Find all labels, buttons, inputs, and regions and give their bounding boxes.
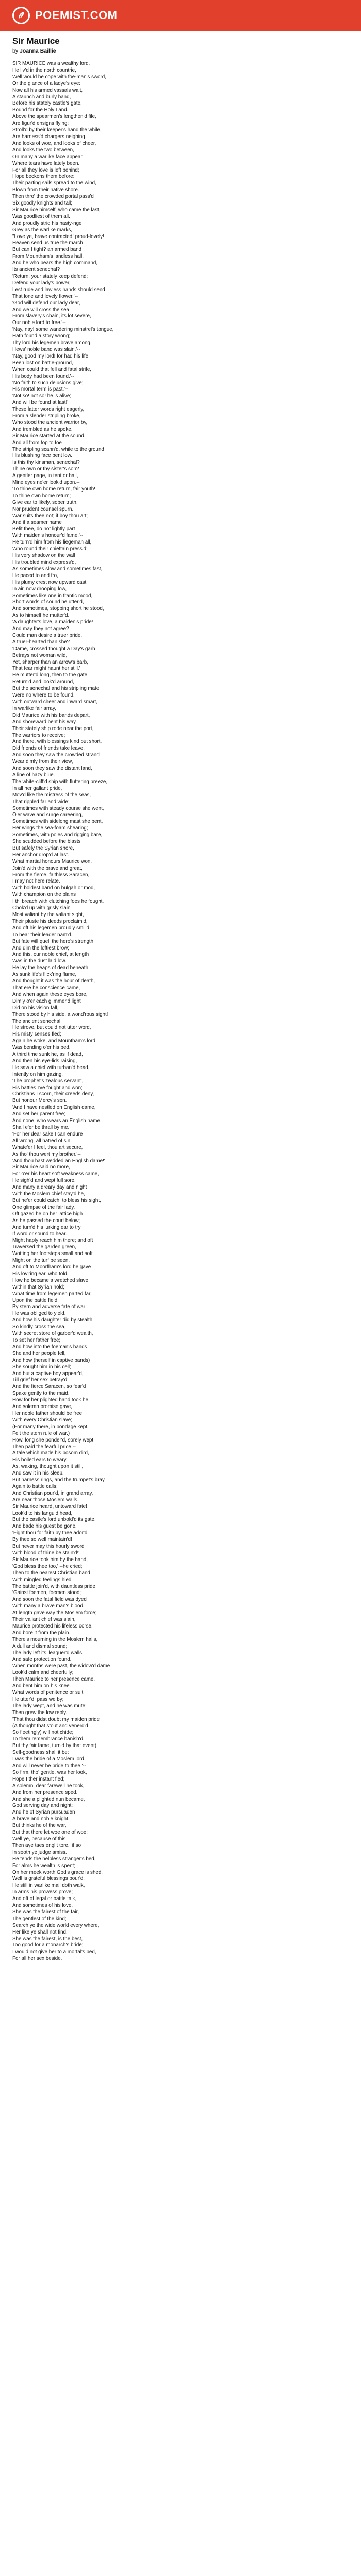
poem-line: That lone and lovely flower.'-- bbox=[12, 293, 78, 299]
poem-line: 'That thou didst doubt my maiden pride bbox=[12, 1716, 100, 1722]
poem-line: And if a seamer name bbox=[12, 519, 62, 526]
poem-line: Or the glance of a ladye's eye: bbox=[12, 80, 81, 87]
poem-line: And looks of woe, and looks of cheer, bbox=[12, 140, 96, 146]
poem-line: And he of Syrian pursuaden bbox=[12, 1809, 75, 1816]
poem-line: He mutter'd long, then to the gate, bbox=[12, 672, 89, 679]
poem-line: His plumy crest now upward cast bbox=[12, 579, 87, 585]
poem-line: Is this thy kinsman, senechal? bbox=[12, 460, 80, 466]
poem-line: As sometimes slow and sometimes fast, bbox=[12, 566, 103, 572]
poem-line: His very shadow on the wall bbox=[12, 553, 75, 559]
poem-line: The stripling scann'd, while to the ground bbox=[12, 446, 104, 452]
poem-line: And all from top to toe bbox=[12, 439, 62, 446]
poem-line: And we will cross the sea, bbox=[12, 307, 71, 313]
poem-line: But thinks he of the war, bbox=[12, 1823, 67, 1829]
poem-line: Her wings the sea-foam shearing; bbox=[12, 825, 88, 832]
poem-line: Bound for the Holy Land. bbox=[12, 107, 69, 113]
poem-line: But the senechal and his stripling mate bbox=[12, 686, 100, 692]
poem-line: On her meek worth God's grace is shed, bbox=[12, 1869, 103, 1875]
poem-line: The lady left its 'leaguer'd walls, bbox=[12, 1650, 84, 1656]
poem-line: By thee so well maintain'd! bbox=[12, 1537, 72, 1543]
site-logo[interactable] bbox=[12, 7, 118, 24]
poem-line: Traversed the garden green, bbox=[12, 1244, 76, 1250]
poem-line: Their valiant chief was slain, bbox=[12, 1617, 76, 1623]
poem-byline bbox=[12, 48, 349, 54]
poem-line: If word or sound to hear. bbox=[12, 1231, 67, 1237]
poem-line: She was the fairest, is the best, bbox=[12, 1936, 83, 1942]
poem-line: Upon the battle field, bbox=[12, 1297, 59, 1303]
poem-line: And she a plighted nun became, bbox=[12, 1796, 85, 1802]
poem-line: To them remembrance banish'd. bbox=[12, 1736, 85, 1742]
poem-line: For all her sex beside. bbox=[12, 1956, 62, 1962]
poem-line: Return'd and look'd around, bbox=[12, 679, 74, 685]
poem-line: His mortal term is past.'-- bbox=[12, 386, 69, 393]
poem-line: Her anchor drop'd at last. bbox=[12, 852, 69, 858]
poem-line: Mov'd like the mistress of the seas, bbox=[12, 792, 91, 798]
poem-line: What time from legemen parted far, bbox=[12, 1291, 92, 1297]
poem-line: As, waking, thought upon it still, bbox=[12, 1464, 84, 1470]
poem-line: Dimly o'er each glimmer'd light bbox=[12, 998, 81, 1004]
poem-line: Did Maurice with his bands depart, bbox=[12, 712, 90, 718]
poem-line: Well would he cope with foe-man's sword, bbox=[12, 74, 106, 80]
poem-line: But ne'er could catch, to bless his sight, bbox=[12, 1197, 101, 1204]
poem-line: She sought him in his cell; bbox=[12, 1364, 71, 1370]
poem-line: I may not here relate. bbox=[12, 878, 60, 885]
poem-line: Spake gently to the maid. bbox=[12, 1391, 70, 1397]
poem-line: 'A daughter's love, a maiden's pride! bbox=[12, 619, 93, 625]
poem-line: His blushing face bent low. bbox=[12, 453, 72, 459]
poem-line: Then thro' the crowded portal pass'd bbox=[12, 194, 94, 200]
site-name: POEMIST.COM bbox=[35, 9, 118, 22]
poem-line: And sometimes of his love. bbox=[12, 1903, 73, 1909]
poem-line: So kindly cross the sea, bbox=[12, 1324, 66, 1330]
poem-line: These latter words right eagerly, bbox=[12, 406, 85, 413]
poem-line: She was the fairest of the fair, bbox=[12, 1909, 79, 1915]
poem-line: Are figur'd ensigns flying; bbox=[12, 121, 69, 127]
poem-line: He turn'd him from his liegeman all, bbox=[12, 539, 92, 546]
poem-line: Sir Maurice himself, who came the last, bbox=[12, 207, 101, 213]
poem-line: Wear dimly from their view, bbox=[12, 759, 73, 765]
poem-line: He sigh'd and wept full sore. bbox=[12, 1178, 76, 1184]
poem-line: But that there let woe one of woe; bbox=[12, 1829, 88, 1836]
poem-line: His boiled ears to weary, bbox=[12, 1457, 68, 1463]
poem-line: 'Gainst foemen, foemen stood; bbox=[12, 1590, 81, 1596]
site-header bbox=[0, 0, 361, 31]
poem-line: With maiden's honour'd fame.'-- bbox=[12, 533, 84, 539]
poem-line: And sometimes, stopping short he stood, bbox=[12, 606, 104, 612]
poem-body bbox=[12, 61, 349, 1962]
poem-line: A line of hazy blue. bbox=[12, 772, 55, 778]
poem-line: A solemn, dear farewell he took, bbox=[12, 1783, 85, 1789]
poem-line: Blown from their native shore. bbox=[12, 187, 79, 193]
poem-line: And soon they saw the distant land, bbox=[12, 766, 92, 772]
poem-line: Self-goodness shall it be: bbox=[12, 1750, 69, 1756]
poem-line: Hope beckons them before: bbox=[12, 174, 75, 180]
poem-line: 'The prophet's zealous servant', bbox=[12, 1078, 84, 1084]
poem-line: And when again these eyes bore, bbox=[12, 991, 88, 997]
poem-line: I th' breach with clutching foes he fought, bbox=[12, 899, 104, 905]
poem-line: He utter'd, pass we by; bbox=[12, 1696, 64, 1702]
poem-line: And turn'd his lurking ear to try bbox=[12, 1224, 81, 1230]
poem-line: With champion on the plains bbox=[12, 892, 76, 898]
poem-line: A brave and noble knight. bbox=[12, 1816, 70, 1822]
poem-line: And dim the loftiest brow; bbox=[12, 945, 69, 951]
poem-line: He saw a chief with turban'd head, bbox=[12, 1064, 90, 1071]
poem-line: His body had been found.'-- bbox=[12, 373, 75, 379]
poem-line: The ancient senechal. bbox=[12, 1018, 62, 1024]
poem-line: Chok'd up with grisly slain. bbox=[12, 905, 72, 911]
poem-line: Too good for a monarch's bride; bbox=[12, 1942, 84, 1948]
poem-line: A truer-hearted than she? bbox=[12, 639, 70, 645]
poem-line: 'Return, your stately keep defend; bbox=[12, 274, 88, 279]
poem-line: From Mountham's landless hall, bbox=[12, 253, 84, 260]
poem-line: Its ancient senechal? bbox=[12, 267, 60, 273]
poem-line: But harness rings, and the trumpet's bray bbox=[12, 1477, 105, 1483]
poem-line: Give ear to likely, sober truth, bbox=[12, 499, 78, 505]
poem-line: Look'd to his languid head, bbox=[12, 1510, 73, 1516]
poem-line: Sometimes like one in frantic mood, bbox=[12, 592, 93, 599]
poem-line: In air, now drooping low, bbox=[12, 586, 67, 592]
poem-line: War suits thee not; if boy thou art; bbox=[12, 513, 88, 519]
poem-line: Hews' noble band was slain.'-- bbox=[12, 346, 80, 352]
poem-line: Well ye, because of this bbox=[12, 1836, 66, 1842]
poem-line: He still in warlike mail doth walk, bbox=[12, 1883, 85, 1889]
poem-line: (A thought that stout and venerd'd bbox=[12, 1723, 88, 1729]
poem-line: 'God will defend our lady dear, bbox=[12, 300, 80, 306]
poem-line: But honour Mercy's son. bbox=[12, 1098, 67, 1104]
poem-line: One glimpse of the fair lady. bbox=[12, 1204, 75, 1210]
poem-line: Were no where to be found. bbox=[12, 692, 75, 699]
poem-line: And trembled as he spoke. bbox=[12, 426, 73, 432]
poem-line: And safe protection found. bbox=[12, 1656, 72, 1663]
poem-line: With boldest band on bulgah or mod, bbox=[12, 885, 95, 891]
poem-line: And oft his legemen proudly smil'd bbox=[12, 925, 89, 931]
poem-line: Sometimes with steady course she went, bbox=[12, 805, 104, 811]
poem-line: Above the spearmen's lengthen'd file, bbox=[12, 114, 96, 120]
poem-line: The lady wept, and he was mute; bbox=[12, 1703, 87, 1709]
poem-line: With the Moslem chief stay'd he, bbox=[12, 1191, 85, 1197]
poem-line: Felt the stern rule of war.) bbox=[12, 1430, 70, 1436]
poem-line: Then aye taes englit tore,' if so bbox=[12, 1842, 81, 1849]
poem-line: With outward cheer and inward smart, bbox=[12, 699, 97, 705]
poem-line: And will never be bride to thee.'-- bbox=[12, 1763, 86, 1769]
poem-line: And bent him on his knee. bbox=[12, 1683, 71, 1689]
poem-line: Then paid the fearful price.-- bbox=[12, 1444, 76, 1450]
poem-line: Thine own or thy sister's son? bbox=[12, 466, 79, 472]
poem-line: Yet, sharper than an arrow's barb, bbox=[12, 659, 88, 665]
poem-line: Look'd calm and cheerfully; bbox=[12, 1670, 74, 1676]
poem-line: Where tears have lately been. bbox=[12, 160, 80, 166]
poem-line: Hath found a story wrong; bbox=[12, 333, 71, 340]
poem-line: As he passed the court below; bbox=[12, 1217, 80, 1224]
poem-line: How for her plighted hand took he, bbox=[12, 1397, 90, 1403]
poem-line: Defend your lady's bower, bbox=[12, 280, 71, 286]
poem-line: In sooth ye judge amiss. bbox=[12, 1849, 67, 1855]
poem-line: With many a brave man's blood. bbox=[12, 1603, 85, 1609]
poem-line: 'And thou hast wedded an English dame!' bbox=[12, 1158, 105, 1164]
poem-line: A third time sunk he, as if dead, bbox=[12, 1052, 83, 1058]
poem-line: Till grief her sex betray'd; bbox=[12, 1377, 69, 1383]
poem-line: And saw it in his sleep. bbox=[12, 1470, 64, 1477]
poem-line: Again he woke, and Mountham's lord bbox=[12, 1038, 95, 1044]
poem-line: His lov'ring ear, who told, bbox=[12, 1270, 69, 1277]
poem-line: But safely the Syrian shore, bbox=[12, 845, 74, 851]
poem-line: Christians I scorn, their creeds deny, bbox=[12, 1091, 94, 1097]
poem-line: Was goodliest of them all. bbox=[12, 213, 70, 219]
poem-line: Join'd with the brave and great, bbox=[12, 865, 83, 871]
poem-line: Been lost on battle-ground, bbox=[12, 360, 73, 366]
poem-line: He strove, but could not utter word, bbox=[12, 1025, 91, 1031]
poem-line: Sometimes with sidelong mast she bent, bbox=[12, 819, 103, 825]
poem-line: In warlike fair array, bbox=[12, 705, 56, 711]
poem-line: And thought it was the hour of death, bbox=[12, 978, 95, 985]
poem-line: Are near those Moslem walls. bbox=[12, 1497, 79, 1503]
poem-line: The warriors to receive; bbox=[12, 732, 65, 738]
poem-line: And there, with blessings kind but short, bbox=[12, 739, 102, 745]
poem-line: A staunch and burly band, bbox=[12, 94, 71, 100]
poem-line: And the fierce Saracen, so fear'd bbox=[12, 1384, 86, 1390]
poem-line: To set her father free; bbox=[12, 1337, 61, 1343]
poem-line: Her noble father should be free bbox=[12, 1410, 83, 1416]
poem-line: Heaven send us true the march bbox=[12, 240, 83, 246]
poem-line: Was bending o'er his bed. bbox=[12, 1045, 71, 1051]
poem-line: With blood of thine be stain'd!' bbox=[12, 1550, 80, 1556]
poem-line: At length gave way the Moslem force; bbox=[12, 1610, 97, 1616]
poem-line: Are harness'd chargers neighing. bbox=[12, 133, 87, 140]
poem-line: But fate will quell the hero's strength, bbox=[12, 938, 95, 944]
poem-line: Their stately ship rode near the port, bbox=[12, 725, 94, 732]
poem-line: And will be found at last!' bbox=[12, 400, 69, 406]
poem-line: That fear might haunt her still.' bbox=[12, 666, 80, 672]
poem-line: Lest rude and lawless hands should send bbox=[12, 286, 105, 293]
poem-line: From a slender stripling broke, bbox=[12, 413, 81, 419]
poem-line: Oft gazed he on her lattice high bbox=[12, 1211, 83, 1217]
poem-line: Intently on him gazing. bbox=[12, 1071, 63, 1077]
poem-line: So firm, tho' gentle, was her look, bbox=[12, 1769, 87, 1775]
poem-line: 'Nay, nay! some wandering minstrel's tongue, bbox=[12, 327, 114, 333]
poem-line: A tale which made his bosom dird, bbox=[12, 1450, 89, 1456]
poem-line: Did on his vision fall, bbox=[12, 1005, 59, 1011]
poem-line: How, long she ponder'd, sorely wept, bbox=[12, 1437, 95, 1443]
poem-line: As sunk life's flick'ring flame, bbox=[12, 972, 77, 978]
poem-line: Most valiant by the valiant sight, bbox=[12, 912, 84, 918]
poem-line: Sir Maurice took him by the hand, bbox=[12, 1556, 88, 1563]
poem-line: In all her gallant pride, bbox=[12, 785, 62, 791]
poem-line: As to himself he mutter'd. bbox=[12, 613, 70, 619]
poem-line: And shoreward bent his way. bbox=[12, 719, 77, 725]
poem-line: And then his eye-lids raising, bbox=[12, 1058, 77, 1064]
poem-line: There stood by his side, a wond'rous sight! bbox=[12, 1011, 108, 1018]
poem-line: So fleetingly) will not chide; bbox=[12, 1730, 74, 1736]
poem-line: He lay the heaps of dead beneath, bbox=[12, 965, 90, 971]
poem-line: Could man desire a truer bride, bbox=[12, 632, 83, 638]
poem-line: 'Nay, good my lord! for had his life bbox=[12, 353, 89, 359]
poem-line: And none, who wears an English name, bbox=[12, 1118, 102, 1124]
poem-line: The white-cliff'd ship with fluttering breeze, bbox=[12, 778, 108, 785]
poem-line: He liv'd in the north countrie, bbox=[12, 67, 76, 73]
poem-line: 'To thine own home return, fair youth! bbox=[12, 486, 95, 492]
poem-line: Well is grateful blessings pour'd. bbox=[12, 1876, 85, 1882]
poem-line: 'Fight thou for faith by thee ador'd bbox=[12, 1530, 88, 1536]
poem-line: But never may this hourly sword bbox=[12, 1544, 85, 1550]
poem-line: Their parting sails spread to the wind, bbox=[12, 180, 96, 187]
poem-line: There's mourning in the Moslem halls, bbox=[12, 1636, 98, 1642]
poem-line: Short words of sound he utter'd, bbox=[12, 599, 84, 605]
poem-line: Might haply reach him there; and oft bbox=[12, 1238, 93, 1244]
poem-line: "Love ye, brave contracted! proud-lovely! bbox=[12, 233, 104, 240]
poem-line: And soon they saw the crowded strand bbox=[12, 752, 100, 758]
poem-line: O'er wave and surge careering, bbox=[12, 812, 83, 818]
poem-line: He paced to and fro, bbox=[12, 572, 58, 579]
poem-line: To hear their leader nam'd. bbox=[12, 931, 73, 938]
poem-line: With secret store of garber'd wealth, bbox=[12, 1331, 93, 1337]
poem-line: How he became a wretched slave bbox=[12, 1277, 89, 1283]
poem-line: That ere he conscience came, bbox=[12, 985, 80, 991]
poem-line: But thy fair fame, turn'd by that event) bbox=[12, 1743, 97, 1749]
poem-line: The gentlest of the kind; bbox=[12, 1916, 67, 1922]
poem-line: She and her people fell, bbox=[12, 1350, 66, 1357]
poem-line: The battle join'd, with dauntless pride bbox=[12, 1583, 95, 1589]
poem-line: He tends the helpless stranger's bed, bbox=[12, 1856, 96, 1862]
poem-line: Sometimes, with poles and rigging bare, bbox=[12, 832, 103, 838]
poem-line: 'No faith to such delusions give; bbox=[12, 380, 84, 386]
poem-line: Now all his armed vassals wait, bbox=[12, 87, 83, 93]
poem-line: Might on the turf be seen. bbox=[12, 1258, 70, 1264]
poem-line: 'For her dear sake I can endure bbox=[12, 1131, 83, 1137]
poem-line: Search ye the wide world every where, bbox=[12, 1922, 100, 1928]
poem-author[interactable]: Joanna Baillie bbox=[20, 48, 56, 54]
poem-line: Sir Maurice started at the sound, bbox=[12, 433, 86, 439]
poem-line: Shall e'er be thrall by me. bbox=[12, 1125, 70, 1130]
poem-line: She scudded before the blasts bbox=[12, 839, 81, 845]
poem-line: What words of penitence or suit bbox=[12, 1690, 84, 1696]
poem-line: To thine own home return; bbox=[12, 493, 71, 499]
poem-line: And how into the foeman's hands bbox=[12, 1344, 87, 1350]
poem-line: And but a captive boy appear'd, bbox=[12, 1370, 84, 1377]
poem-line: Thy lord his legemen brave among, bbox=[12, 340, 92, 346]
poem-line: Six goodly knights and tall; bbox=[12, 200, 72, 207]
poem-line: But can I tight? an armed band bbox=[12, 247, 81, 253]
poem-line: His misty senses fled; bbox=[12, 1031, 61, 1038]
poem-line: For alms he wealth is spent; bbox=[12, 1862, 75, 1869]
poem-line: In arms his prowess prove; bbox=[12, 1889, 73, 1895]
poem-line: Grey as the warlike marks, bbox=[12, 227, 72, 233]
poem-line: Who round their chieftain press'd; bbox=[12, 546, 88, 552]
poem-line: Before his stately castle's gate, bbox=[12, 100, 82, 107]
poem-line: A gentler page, in tent or hall, bbox=[12, 473, 78, 479]
poem-line: Sir Maurice heard, untoward fate! bbox=[12, 1503, 87, 1510]
poem-line: Our noble lord to free.'-- bbox=[12, 320, 66, 326]
poem-line: Befit thee, do not lightly part bbox=[12, 526, 75, 532]
poem-line: What martial honours Maurice won, bbox=[12, 858, 92, 865]
poem-line: From the fierce, faithless Saracen, bbox=[12, 872, 90, 878]
poem-line: All wrong, all hatred of sin: bbox=[12, 1138, 72, 1144]
poem-line: His troubled mind express'd, bbox=[12, 559, 76, 565]
poem-line: That rippled far and wide; bbox=[12, 799, 70, 805]
poem-line: Her like ye shall not find. bbox=[12, 1929, 68, 1935]
poem-line: I would not give her to a mortal's bed, bbox=[12, 1949, 96, 1955]
poem-line: But the castle's lord unbold'd its gate, bbox=[12, 1517, 96, 1523]
poem-line: And he who bears the high command, bbox=[12, 260, 98, 266]
poem-line: God serving day and night; bbox=[12, 1803, 73, 1809]
poem-line: And oft of legal or battle talk, bbox=[12, 1896, 77, 1902]
poem-line: For o'er his heart soft weakness came, bbox=[12, 1171, 99, 1177]
poem-line: Within that Syrian hold; bbox=[12, 1284, 64, 1290]
poem-line: He was obliged to yield. bbox=[12, 1311, 66, 1317]
poem-content bbox=[12, 36, 349, 1962]
poem-line: And many a dreary day and night bbox=[12, 1184, 87, 1191]
poem-line: Betrays not woman wild, bbox=[12, 652, 68, 658]
poem-line: On many a warlike face appear, bbox=[12, 154, 84, 160]
poem-line: With every Christian slave; bbox=[12, 1417, 72, 1423]
poem-line: Their pluste his deeds proclaim'd, bbox=[12, 918, 88, 924]
poem-line: Again to battle calls; bbox=[12, 1483, 58, 1489]
poem-line: And Christian pour'd, in grand array, bbox=[12, 1490, 93, 1496]
poem-line: From slavery's chain, its lot severe, bbox=[12, 313, 91, 319]
feather-icon bbox=[12, 7, 30, 24]
poem-line: And bade his guest be gone. bbox=[12, 1523, 77, 1530]
poem-line: 'God bless thee too,' --he cried; bbox=[12, 1563, 83, 1569]
poem-line: SIR MAURICE was a wealthy lord, bbox=[12, 61, 90, 66]
poem-line: And this, our noble chief, at length bbox=[12, 952, 89, 958]
poem-line: Whate'er I feel, thou art secure, bbox=[12, 1144, 83, 1150]
poem-line: A dull and dismal sound; bbox=[12, 1643, 68, 1649]
poem-line: When months were past, the widow'd dame bbox=[12, 1663, 110, 1669]
poem-line: And bore it from the plain. bbox=[12, 1630, 71, 1636]
poem-line: And solemn promise gave, bbox=[12, 1404, 72, 1410]
poem-line: By stern and adverse fate of war bbox=[12, 1304, 86, 1310]
poem-line: I was the bride of a Moslem lord, bbox=[12, 1756, 86, 1762]
poem-line: Hope I ther instant fled; bbox=[12, 1776, 65, 1782]
poem-line: And how his daughter did by stealth bbox=[12, 1317, 93, 1324]
poem-line: Nor prudent counsel spurn. bbox=[12, 506, 74, 512]
poem-line: And looks the two between, bbox=[12, 147, 74, 153]
poem-line: When could that fell and fatal strife, bbox=[12, 366, 92, 372]
poem-line: Then Maurice to her presence came, bbox=[12, 1676, 95, 1683]
poem-line: Then to the nearest Christian band bbox=[12, 1570, 90, 1576]
poem-line: And oft to Moorfham's lord he gave bbox=[12, 1264, 91, 1270]
poem-line: With mingled feelings hied. bbox=[12, 1577, 73, 1583]
poem-line: 'Not so! not so! he is alive; bbox=[12, 393, 72, 399]
poem-line: (For many there, in bondage kept, bbox=[12, 1423, 89, 1430]
poem-line: Maurice protected his lifeless corse, bbox=[12, 1623, 93, 1629]
poem-line: As tho' thou wert my brother.'-- bbox=[12, 1151, 81, 1157]
poem-line: For all they love is left behind; bbox=[12, 167, 79, 173]
poem-line: Sir Maurice said no more, bbox=[12, 1164, 70, 1171]
poem-line: And soon the fatal field was dyed bbox=[12, 1597, 87, 1603]
poem-line: Stroll'd by their keeper's hand the while, bbox=[12, 127, 102, 133]
poem-line: And from her presence sped. bbox=[12, 1789, 78, 1795]
poem-line: Mine eyes ne'er look'd upon.-- bbox=[12, 480, 80, 486]
poem-line: Who stood the ancient warrior by, bbox=[12, 419, 88, 426]
poem-line: Wotting her footsteps small and soft bbox=[12, 1251, 93, 1257]
poem-line: His battles I've fought and won; bbox=[12, 1084, 83, 1091]
poem-line: Then grew the low reply. bbox=[12, 1709, 68, 1716]
poem-line: Did friends of friends take leave. bbox=[12, 745, 85, 752]
poem-line: 'And I have nestled on English dame, bbox=[12, 1105, 96, 1111]
poem-line: And how (herself in captive bands) bbox=[12, 1357, 90, 1363]
poem-title: Sir Maurice bbox=[12, 36, 60, 46]
poem-line: Was in the dust laid low. bbox=[12, 958, 67, 964]
poem-line: And set her parent free; bbox=[12, 1111, 65, 1117]
poem-line: And may they not agree? bbox=[12, 626, 69, 632]
poem-line: And proudly strid his hasty-nge bbox=[12, 220, 82, 226]
poem-line: 'Dame, crossed thought a Day's garb bbox=[12, 646, 95, 652]
byline-prefix: by bbox=[12, 48, 19, 54]
